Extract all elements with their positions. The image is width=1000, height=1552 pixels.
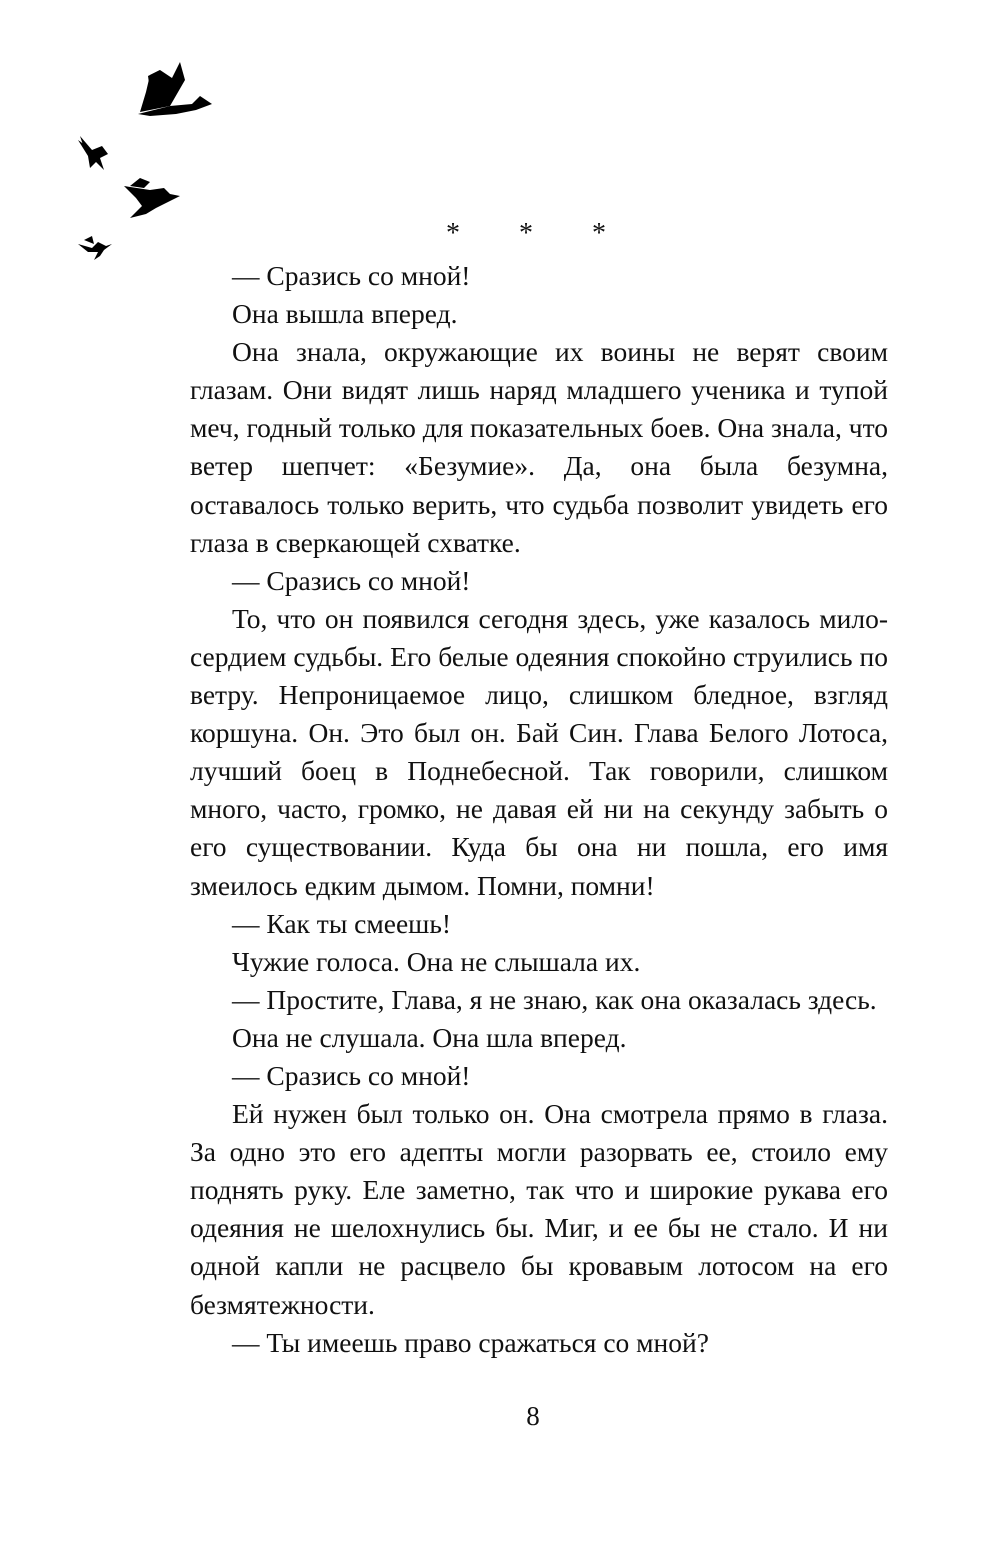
crow-icon [78,236,112,260]
paragraph: — Сразись со мной! [232,260,471,291]
page-number: 8 [526,1401,540,1431]
body-text [190,257,888,1362]
paragraph: — Простите, Глава, я не знаю, как она оказалась здесь. [232,983,877,1015]
paragraph: Она не слушала. Она шла вперед. [232,1021,627,1053]
section-break: * * * [446,218,632,249]
paragraph: То, что он появился сегодня здесь, уже казалось милосердием судьбы. Его белые одеяния спокойно струились по ветру. Непроницаемое лицо, слишком бледное, взгляд коршуна. Он. Это был он. Бай Син. Глава Белого Лотоса, лучший боец в Поднебесной. Так говорили, слишком много, часто, громко, не давая ей ни на секунду забыть о его существовании. Куда бы она ни пошла, его имя змеилось едким дымом. Помни, помни! [190,602,888,901]
crow-icon [138,62,212,116]
crow-icon [124,178,180,218]
paragraph: — Сразись со мной! [232,1059,471,1091]
paragraph: — Как ты смеешь! [232,907,452,939]
paragraph: — Сразись со мной! [232,564,471,596]
paragraph: Ей нужен был только он. Она смотрела прямо в глаза. За одно это его адепты могли разорвать ее, стоило ему поднять руку. Еле заметно, так что и широкие рукава его одеяния не шелохнулись бы. Миг, и ее бы не стало. И ни одной капли не расцвело бы кровавым лотосом на его безмятежности. [190,1098,888,1320]
paragraph: — Ты имеешь право сражаться со мной? [232,1326,709,1358]
paragraph: Она вышла вперед. [232,298,458,330]
crow-icon [78,136,108,170]
paragraph: Чужие голоса. Она не слышала их. [232,945,641,977]
paragraph: Она знала, окружающие их воины не верят своим глазам. Они видят лишь наряд младшего ученика и тупой меч, годный только для показательных боев. Она знала, что ветер шепчет: «Безумие». Да, она была безумна, оставалось только верить, что судьба позволит увидеть его глаза в сверкающей схватке. [190,336,888,558]
